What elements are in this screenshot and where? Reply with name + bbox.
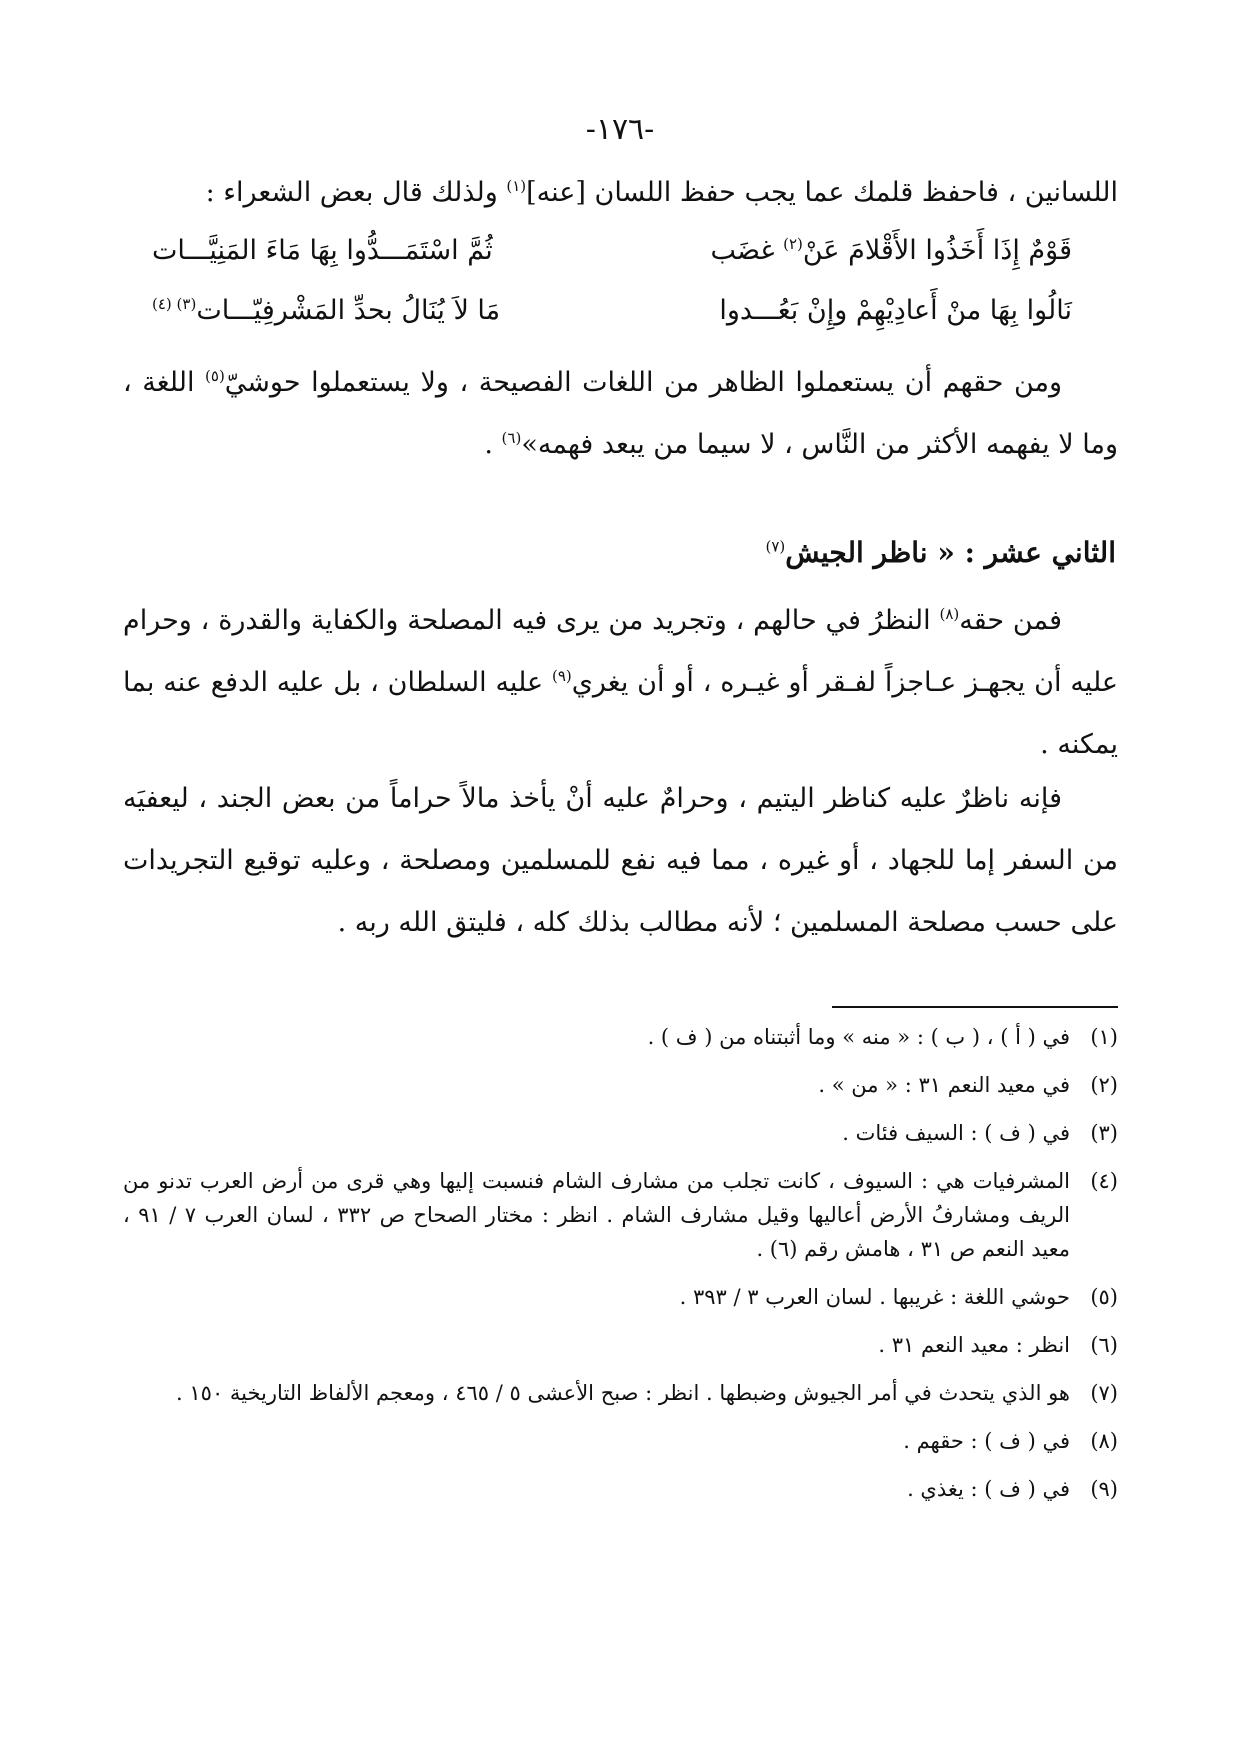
verse-hemistich-first: نَالُوا بِهَا منْ أَعادِيْهِمْ وإِنْ بَعُـــدوا (719, 295, 1072, 326)
footnote-text: في ( ف ) : السيف فئات . (842, 1121, 1070, 1145)
footnote-ref[interactable]: (٢) (783, 235, 803, 253)
footnote-item (123, 1068, 1118, 1102)
footnote-text: هو الذي يتحدث في أمر الجيوش وضبطها . انظر : صبح الأعشى ٥ / ٤٦٥ ، ومعجم الألفاظ التاريخية ١٥٠ . (176, 1381, 1070, 1405)
footnote-number: (٢) (1090, 1073, 1118, 1097)
footnote-text: في ( أ ) ، ( ب ) : « منه » وما أثبتناه من ( ف ) . (647, 1025, 1070, 1049)
poem-verse-1 (152, 222, 1072, 280)
paragraph-text: النظرُ في حالهم ، وتجريد من يرى فيه المصلحة والكفاية والقدرة ، وحرام عليه أن يجهـز عـاجزاً لفـقر أو غيـره ، أو أن يغري (123, 605, 1118, 698)
paragraph-intro (123, 162, 1118, 224)
paragraph-text: فمن حقه (959, 605, 1063, 636)
footnote-ref[interactable]: (٦) (501, 429, 522, 447)
paragraph-army-duties (123, 590, 1118, 776)
footnote-number: (٩) (1090, 1477, 1118, 1501)
paragraph-text: عليه السلطان ، بل عليه الدفع عنه بما يمكنه . (123, 667, 1118, 760)
footnote-ref[interactable]: (٣) (٤) (152, 295, 197, 313)
paragraph-text: . (484, 429, 502, 460)
footnote-item (123, 1116, 1118, 1150)
footnote-text: المشرفيات هي : السيوف ، كانت تجلب من مشارف الشام فنسبت إليها وهي قرى من أرض العرب تدنو من الريف ومشارفُ الأرض أعاليها وقيل مشارف الشام . انظر : مختار الصحاح ص ٣٣٢ ، لسان العرب ٧ / ٩١ ، معيد النعم ص ٣١ ، هامش رقم (٦) . (123, 1169, 1070, 1261)
verse-text: قَوْمٌ إِذَا أَخَذُوا الأَقْلامَ عَنْ (802, 235, 1072, 266)
footnote-text: في معيد النعم ٣١ : « من » . (818, 1073, 1070, 1097)
footnote-text: انظر : معيد النعم ٣١ . (878, 1333, 1070, 1357)
footnote-item (123, 1164, 1118, 1266)
paragraph-text: اللغة ، وما لا يفهمه الأكثر من النَّاس ، لا سيما من يبعد فهمه» (123, 367, 1118, 460)
footnote-ref[interactable]: (٩) (551, 667, 572, 685)
footnote-text: في ( ف ) : حقهم . (903, 1429, 1070, 1453)
footnote-item (123, 1020, 1118, 1054)
verse-text: غضَب (710, 235, 784, 266)
paragraph-guardian: فإنه ناظرٌ عليه كناظر اليتيم ، وحرامٌ عليه أنْ يأخذ مالاً حراماً من بعض الجند ، ليعفيَه من السفر إما للجهاد ، أو غيره ، مما فيه نفع للمسلمين ومصلحة ، وعليه توقيع التجريدات على حسب مصلحة المسلمين ؛ لأنه مطالب بذلك كله ، فليتق الله ربه . (123, 783, 1118, 938)
verse-hemistich-second: ثُمَّ اسْتَمَـــدُّوا بِهَا مَاءَ المَنِيَّـــات (152, 235, 493, 266)
footnote-number: (٣) (1090, 1121, 1118, 1145)
verse-hemistich-first (710, 222, 1072, 280)
paragraph-text: ومن حقهم أن يستعملوا الظاهر من اللغات الفصيحة ، ولا يستعملوا حوشيّ (224, 367, 1063, 398)
footnote-divider (832, 1006, 1118, 1008)
heading-text: الثاني عشر : « ناظر الجيش (785, 536, 1116, 569)
footnote-ref[interactable]: (٨) (939, 605, 960, 623)
footnote-item (123, 1472, 1118, 1506)
footnote-ref[interactable]: (١) (506, 177, 527, 195)
poem-verse-2 (152, 282, 1072, 340)
page-number: -١٧٦- (585, 112, 655, 147)
section-heading (765, 522, 1116, 584)
footnote-text: حوشي اللغة : غريبها . لسان العرب ٣ / ٣٩٣ . (679, 1285, 1070, 1309)
paragraph-text: اللسانين ، فاحفظ قلمك عما يجب حفظ اللسان [عنه] (526, 177, 1118, 208)
footnote-item (123, 1280, 1118, 1314)
footnote-number: (٤) (1090, 1169, 1118, 1193)
footnote-number: (٦) (1090, 1333, 1118, 1357)
footnotes-list (123, 1020, 1118, 1520)
footnote-number: (٥) (1090, 1285, 1118, 1309)
footnote-item (123, 1328, 1118, 1362)
footnote-item (123, 1376, 1118, 1410)
footnote-ref[interactable]: (٥) (205, 367, 225, 385)
verse-hemistich-second (152, 282, 500, 340)
verse-text: مَا لاَ يُنَالُ بحدِّ المَشْرفِيّـــات (196, 295, 501, 326)
footnote-number: (٨) (1090, 1429, 1118, 1453)
paragraph-text: ولذلك قال بعض الشعراء : (205, 177, 507, 208)
paragraph-language (123, 352, 1118, 476)
footnote-number: (١) (1090, 1025, 1118, 1049)
footnote-item (123, 1424, 1118, 1458)
footnote-number: (٧) (1090, 1381, 1118, 1405)
footnote-text: في ( ف ) : يغذي . (907, 1477, 1070, 1501)
footnote-ref[interactable]: (٧) (765, 537, 786, 556)
